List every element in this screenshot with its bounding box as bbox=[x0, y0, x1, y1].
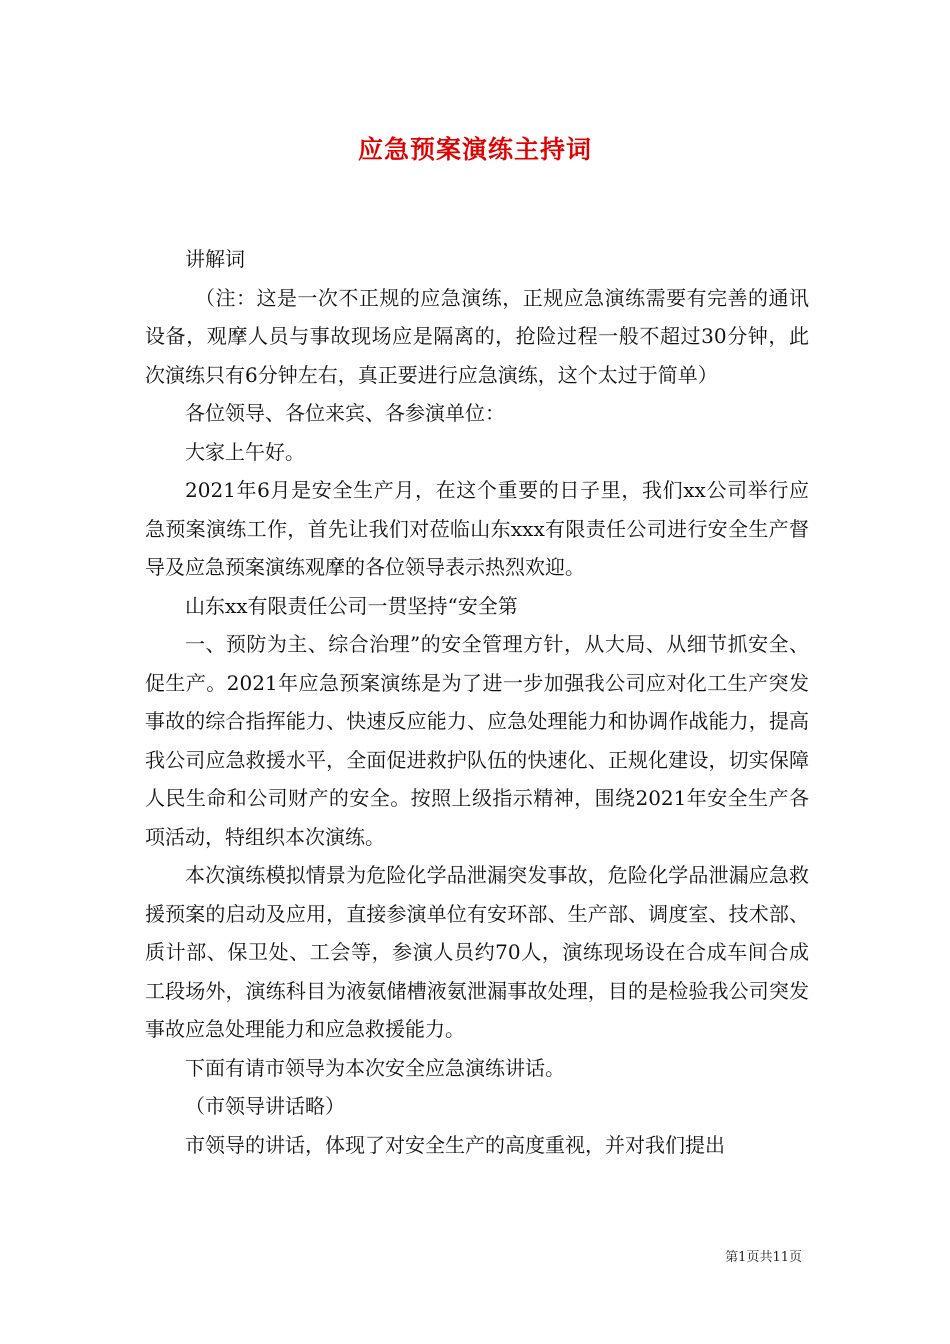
document-body bbox=[145, 240, 809, 1164]
paragraph: 市领导的讲话，体现了对安全生产的高度重视，并对我们提出 bbox=[185, 1132, 725, 1157]
paragraph: 本次演练模拟情景为危险化学品泄漏突发事故，危险化学品泄漏应急救援预案的启动及应用，直接参演单位有安环部、生产部、调度室、技术部、质计部、保卫处、工会等，参演人员约70人，演练现场设在合成车间合成工段场外，演练科目为液氨储槽液氨泄漏事故处理，目的是检验我公司突发事故应急处理能力和应急救援能力。 bbox=[145, 863, 809, 1041]
paragraph: 讲解词 bbox=[185, 247, 245, 271]
paragraph: （市领导讲话略） bbox=[185, 1094, 345, 1118]
page-number: 第1页共11页 bbox=[725, 1250, 802, 1265]
document-title: 应急预案演练主持词 bbox=[357, 135, 592, 164]
paragraph: 各位领导、各位来宾、各参演单位： bbox=[185, 401, 505, 425]
paragraph: 大家上午好。 bbox=[185, 439, 305, 464]
paragraph: （注：这是一次不正规的应急演练，正规应急演练需要有完善的通讯设备，观摩人员与事故现场应是隔离的，抢险过程一般不超过30分钟，此次演练只有6分钟左右，真正要进行应急演练，这个太过于简单） bbox=[145, 285, 809, 387]
paragraph: 一、预防为主、综合治理”的安全管理方针，从大局、从细节抓安全、促生产。2021年应急预案演练是为了进一步加强我公司应对化工生产突发事故的综合指挥能力、快速反应能力、应急处理能力和协调作战能力，提高我公司应急救援水平，全面促进救护队伍的快速化、正规化建设，切实保障人民生命和公司财产的安全。按照上级指示精神，围绕2021年安全生产各项活动，特组织本次演练。 bbox=[145, 632, 809, 849]
paragraph: 山东xx有限责任公司一贯坚持“安全第 bbox=[185, 593, 518, 618]
paragraph: 下面有请市领导为本次安全应急演练讲话。 bbox=[185, 1055, 565, 1080]
paragraph: 2021年6月是安全生产月，在这个重要的日子里，我们xx公司举行应急预案演练工作，首先让我们对莅临山东xxx有限责任公司进行安全生产督导及应急预案演练观摩的各位领导表示热烈欢迎。 bbox=[145, 478, 809, 579]
